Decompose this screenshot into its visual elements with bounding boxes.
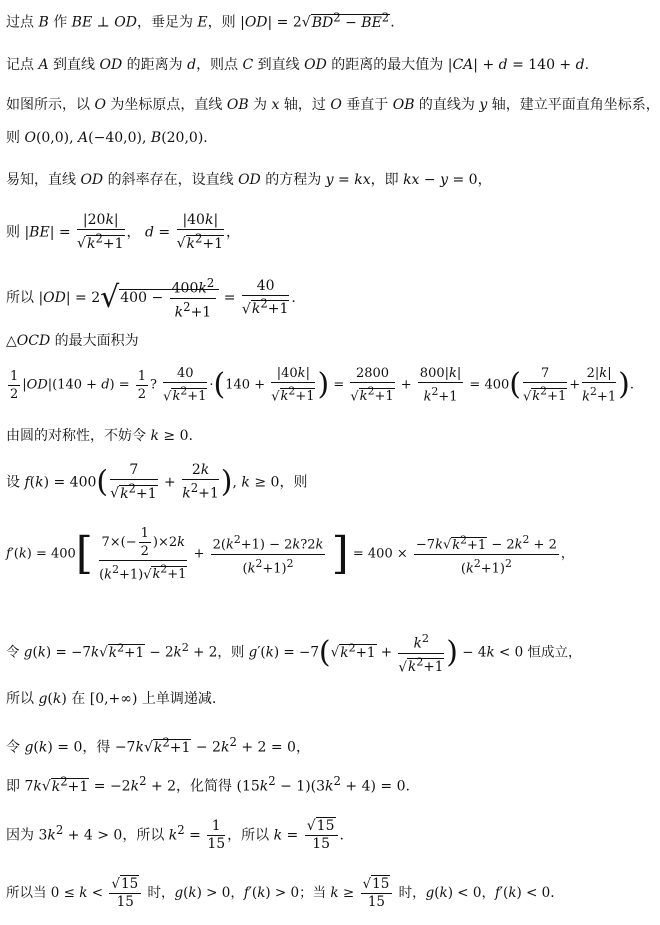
line-4: 则 O(0,0), A(−40,0), B(20,0).: [6, 130, 208, 146]
line-2: 记点 A 到直线 OD 的距离为 d，则点 C 到直线 OD 的距离的最大值为 |CA| + d = 140 + d.: [6, 57, 590, 73]
line-10: 由圆的对称性，不妨令 k ≥ 0.: [6, 428, 193, 444]
line-7: 所以 |OD| = 2√400 − $\frac{400k^2}{k^2+1}$ = $\frac{40}{√k^2+1}$ .: [6, 276, 296, 321]
line-12: f′(k) = 400[ 7×(− $\frac{1}{2}$ )×2k $(k^2+1)√k^2+1$ + $\frac{2(k^2+1) - 2k?2k}{(k^2+1)^2}$ ] = 400 × $\frac{-7k√k^2+1 - 2k^2 + 2}{(k^2+1)^2}$ ，: [6, 526, 574, 583]
line-13: 令 $g(k) = -7k√k^2+1 - 2k^2 + 2$，则 $g'(k) = -7(√k^2+1$ + $\frac{k^2}{√k^2+1}$ ) − 4k < 0 恒成立，: [6, 632, 582, 675]
line-8: △OCD 的最大面积为: [6, 333, 139, 349]
line-3: 如图所示，以 O 为坐标原点，直线 OB 为 x 轴，过 O 垂直于 OB 的直线为 y 轴，建立平面直角坐标系，: [6, 97, 660, 113]
line-18: 所以当 0 ≤ k < $\frac{√15}{15}$ 时，g(k) > 0，f′(k) > 0；当 k ≥ $\frac{√15}{15}$ 时，g(k) < 0，f′(k) < 0.: [6, 876, 555, 910]
line-11: 设 f(k) = 400( $\frac{7}{√k^2+1}$ + $\frac{2k}{k^2+1}$ ), k ≥ 0，则: [6, 462, 308, 502]
line-15: 令 g(k) = 0，得 $-7k√k^2+1 - 2k^2 + 2 = 0$，: [6, 735, 310, 756]
line-1: 过点 B 作 BE ⊥ OD，垂足为 E，则 $|OD| = 2√BD^2 - BE^2$.: [6, 10, 395, 31]
line-17: 因为 $3k^2 + 4 > 0$，所以 $k^2$ = $\frac{1}{15}$ ，所以 k = $\frac{√15}{15}$ .: [6, 818, 344, 852]
line-16: 即 $7k√k^2+1 = -2k^2 + 2$，化简得 $(15k^2 - 1)(3k^2 + 4) = 0$.: [6, 774, 410, 795]
line-5: 易知，直线 OD 的斜率存在，设直线 OD 的方程为 y = kx，即 kx − y = 0，: [6, 172, 492, 188]
line-14: 所以 g(k) 在 [0,+∞) 上单调递减.: [6, 691, 217, 707]
line-6: 则 |BE| = $\frac{|20k|}{√k^2+1}$ ， d = $\frac{|40k|}{√k^2+1}$ ，: [6, 212, 241, 252]
line-9: $\frac{1}{2}$ |OD|(140 + d) = $\frac{1}{2}$ ? $\frac{40}{√k^2+1}$ ·(140 + $\frac{|40k|}{√k^2+1}$ ) = $\frac{2800}{√k^2+1}$ + $\frac{800|k|}{k^2+1}$ = 400( $\frac{7}{√k^2+1}$ + $\frac{2|k|}{k^2+1}$ ).: [10, 366, 634, 405]
